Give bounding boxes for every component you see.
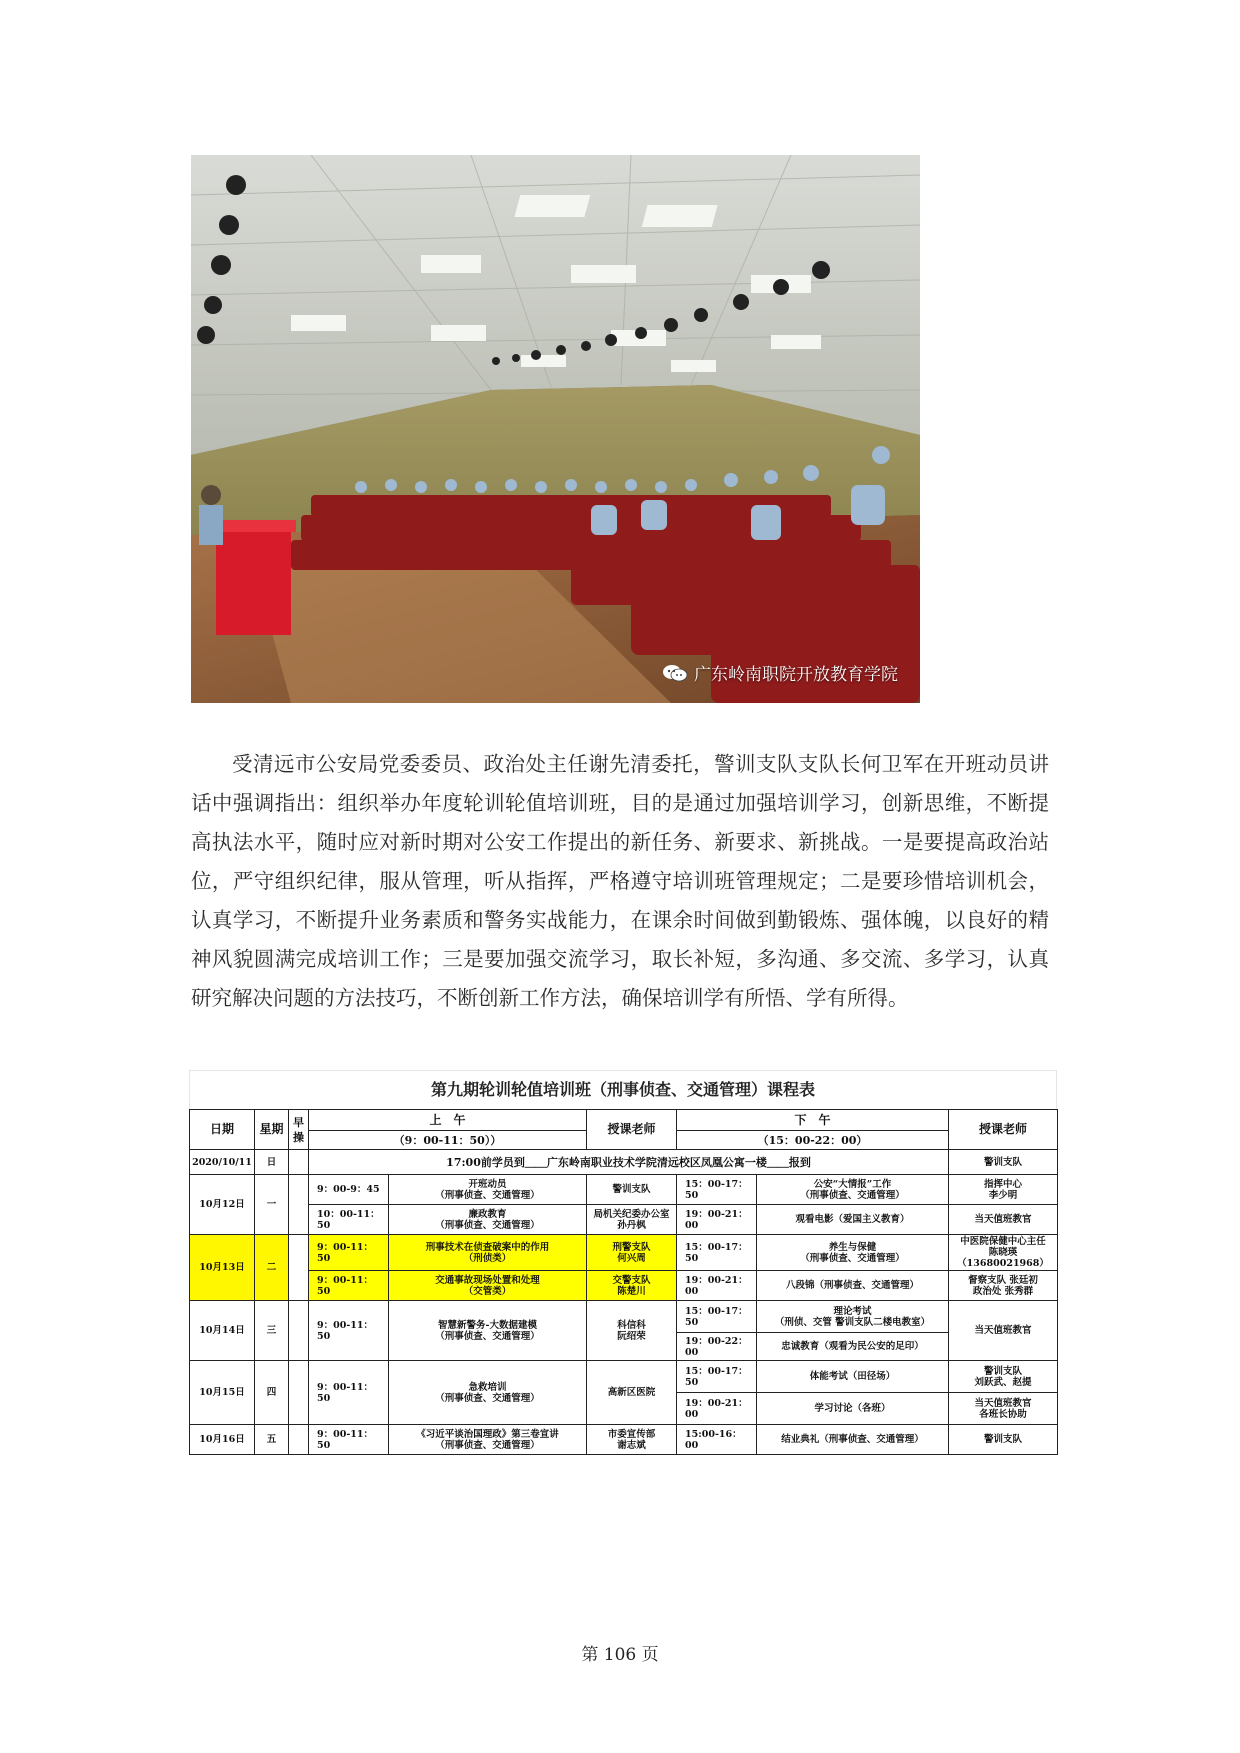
teacher-cell: 局机关纪委办公室 孙丹枫 <box>587 1205 677 1235</box>
schedule-table <box>189 1109 1058 1455</box>
course-schedule <box>189 1070 1057 1480</box>
time-cell: 9：00-11：50 <box>309 1235 389 1271</box>
table-row <box>190 1425 1058 1455</box>
time-cell: 15：00-17：50 <box>677 1301 757 1333</box>
exercise-cell <box>289 1301 309 1361</box>
table-row <box>190 1235 1058 1271</box>
table-row <box>190 1205 1058 1235</box>
wechat-icon <box>662 663 688 683</box>
course-cell: 刑事技术在侦查破案中的作用 （刑侦类） <box>389 1235 587 1271</box>
lecture-hall-photo <box>191 155 920 703</box>
date-cell: 10月16日 <box>190 1425 255 1455</box>
course-cell: 《习近平谈治国理政》第三卷宣讲 （刑事侦查、交通管理） <box>389 1425 587 1455</box>
time-cell: 9：00-11：50 <box>309 1271 389 1301</box>
time-cell: 19：00-21：00 <box>677 1205 757 1235</box>
time-cell: 19：00-21：00 <box>677 1393 757 1425</box>
date-cell: 10月13日 <box>190 1235 255 1301</box>
course-cell: 交通事故现场处置和处理 （交管类） <box>389 1271 587 1301</box>
teacher-cell: 高新区医院 <box>587 1361 677 1425</box>
course-cell: 急救培训 （刑事侦查、交通管理） <box>389 1361 587 1425</box>
teacher-cell: 警训支队 刘跃武、赵提 <box>949 1361 1058 1393</box>
time-cell: 9：00-11：50 <box>309 1301 389 1361</box>
teacher-cell: 市委宣传部 谢志斌 <box>587 1425 677 1455</box>
exercise-cell <box>289 1425 309 1455</box>
lecture-hall-illustration <box>191 155 920 703</box>
teacher-cell: 当天值班教官 各班长协助 <box>949 1393 1058 1425</box>
teacher-cell: 中医院保健中心主任 陈晓瑛 （13680021968） <box>949 1235 1058 1271</box>
pm-time-range: （15：00-22：00） <box>677 1131 949 1150</box>
teacher-cell: 交警支队 陈楚川 <box>587 1271 677 1301</box>
time-cell: 19：00-22：00 <box>677 1333 757 1361</box>
teacher-cell: 警训支队 <box>587 1175 677 1205</box>
table-row <box>190 1361 1058 1393</box>
teacher-cell: 科信科 阮绍荣 <box>587 1301 677 1361</box>
weekday-cell: 一 <box>255 1175 289 1235</box>
course-cell: 结业典礼（刑事侦查、交通管理） <box>757 1425 949 1455</box>
watermark <box>662 660 898 685</box>
course-cell: 养生与保健 （刑事侦查、交通管理） <box>757 1235 949 1271</box>
course-cell: 公安“大情报”工作 （刑事侦查、交通管理） <box>757 1175 949 1205</box>
exercise-cell <box>289 1175 309 1235</box>
teacher-cell: 刑警支队 何兴周 <box>587 1235 677 1271</box>
col-weekday: 星期 <box>255 1110 289 1150</box>
exercise-cell <box>289 1361 309 1425</box>
weekday-cell: 三 <box>255 1301 289 1361</box>
course-cell: 体能考试（田径场） <box>757 1361 949 1393</box>
time-cell: 15：00-17：50 <box>677 1361 757 1393</box>
weekday-cell: 四 <box>255 1361 289 1425</box>
date-cell: 10月14日 <box>190 1301 255 1361</box>
col-pm-teacher: 授课老师 <box>949 1110 1058 1150</box>
teacher-cell: 督察支队 张廷初 政治处 张秀群 <box>949 1271 1058 1301</box>
date-cell: 10月12日 <box>190 1175 255 1235</box>
date-cell: 10月15日 <box>190 1361 255 1425</box>
time-cell: 9：00-11：50 <box>309 1361 389 1425</box>
time-cell: 10：00-11：50 <box>309 1205 389 1235</box>
weekday-cell: 日 <box>255 1150 289 1175</box>
col-morning-exercise: 早操 <box>289 1110 309 1150</box>
course-cell: 八段锦（刑事侦查、交通管理） <box>757 1271 949 1301</box>
col-am: 上 午 <box>309 1110 587 1131</box>
weekday-cell: 五 <box>255 1425 289 1455</box>
table-row <box>190 1175 1058 1205</box>
course-cell: 开班动员 （刑事侦查、交通管理） <box>389 1175 587 1205</box>
schedule-title: 第九期轮训轮值培训班（刑事侦查、交通管理）课程表 <box>189 1070 1057 1109</box>
col-pm: 下 午 <box>677 1110 949 1131</box>
table-row <box>190 1271 1058 1301</box>
teacher-cell: 当天值班教官 <box>949 1301 1058 1361</box>
exercise-cell <box>289 1235 309 1301</box>
course-cell: 观看电影（爱国主义教育） <box>757 1205 949 1235</box>
teacher-cell: 警训支队 <box>949 1425 1058 1455</box>
teacher-cell: 警训支队 <box>949 1150 1058 1175</box>
weekday-cell: 二 <box>255 1235 289 1301</box>
time-cell: 9：00-9：45 <box>309 1175 389 1205</box>
page-number: 第 106 页 <box>581 1645 659 1665</box>
watermark-text: 广东岭南职院开放教育学院 <box>694 665 898 685</box>
teacher-cell: 当天值班教官 <box>949 1205 1058 1235</box>
course-cell: 理论考试 （刑侦、交管 警训支队二楼电教室） <box>757 1301 949 1333</box>
time-cell: 15：00-17：50 <box>677 1235 757 1271</box>
course-cell: 廉政教育 （刑事侦查、交通管理） <box>389 1205 587 1235</box>
time-cell: 19：00-21：00 <box>677 1271 757 1301</box>
course-cell: 学习讨论（各班） <box>757 1393 949 1425</box>
teacher-cell: 指挥中心 李少明 <box>949 1175 1058 1205</box>
time-cell: 15：00-17：50 <box>677 1175 757 1205</box>
date-cell: 2020/10/11 <box>190 1150 255 1175</box>
col-am-teacher: 授课老师 <box>587 1110 677 1150</box>
time-cell: 9：00-11：50 <box>309 1425 389 1455</box>
table-row <box>190 1301 1058 1333</box>
body-paragraph: 受清远市公安局党委委员、政治处主任谢先清委托，警训支队支队长何卫军在开班动员讲话中强调指出：组织举办年度轮训轮值培训班，目的是通过加强培训学习，创新思维，不断提高执法水平，随时应对新时期对公安工作提出的新任务、新要求、新挑战。一是要提高政治站位，严守组织纪律，服从管理，听从指挥，严格遵守培训班管理规定；二是要珍惜培训机会，认真学习，不断提升业务素质和警务实战能力，在课余时间做到勤锻炼、强体魄，以良好的精神风貌圆满完成培训工作；三是要加强交流学习，取长补短，多沟通、多交流、多学习，认真研究解决问题的方法技巧，不断创新工作方法，确保培训学有所悟、学有所得。 <box>191 752 1049 1010</box>
col-date: 日期 <box>190 1110 255 1150</box>
exercise-cell <box>289 1150 309 1175</box>
time-cell: 15:00-16：00 <box>677 1425 757 1455</box>
header-row <box>190 1110 1058 1131</box>
course-cell: 智慧新警务-大数据建模 （刑事侦查、交通管理） <box>389 1301 587 1361</box>
table-row <box>190 1150 1058 1175</box>
am-time-range: （9：00-11：50）） <box>309 1131 587 1150</box>
course-cell: 忠诚教育（观看为民公安的足印） <box>757 1333 949 1361</box>
registration-cell: 17:00前学员到＿＿广东岭南职业技术学院清远校区凤凰公寓一楼＿＿报到 <box>309 1150 949 1175</box>
